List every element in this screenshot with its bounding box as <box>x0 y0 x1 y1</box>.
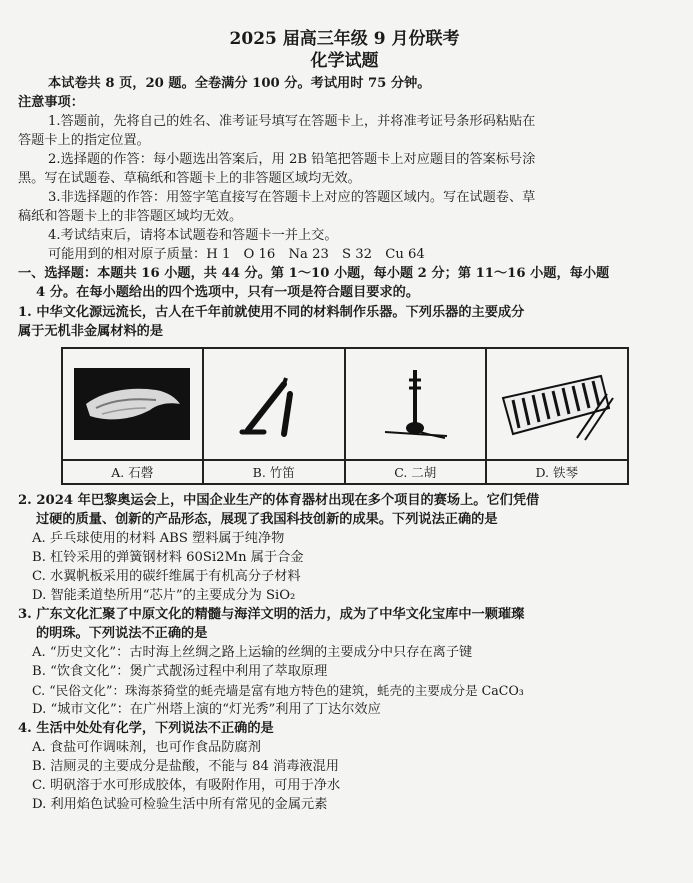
q2-option-d: D. 智能柔道垫所用“芯片”的主要成分为 SiO₂ <box>32 588 296 603</box>
option-a-image-cell <box>62 348 204 460</box>
q3-option-d: D. “城市文化”：在广州塔上演的“灯光秀”利用了丁达尔效应 <box>32 702 381 717</box>
note-3-line2: 稿纸和答题卡上的非答题区域均无效。 <box>18 209 243 224</box>
q3-option-a: A. “历史文化”：古时海上丝绸之路上运输的丝绸的主要成分中只存在离子键 <box>32 645 473 660</box>
q2-stem-line1: 2. 2024 年巴黎奥运会上，中国企业生产的体育器材出现在多个项目的赛场上。它们凭借 <box>18 493 540 508</box>
stone-chime-icon <box>72 364 192 444</box>
metallophone-icon <box>497 364 617 444</box>
q3-stem-line1: 3. 广东文化汇聚了中原文化的精髓与海洋文明的活力，成为了中华文化宝库中一颗璀璨 <box>18 607 525 622</box>
q1-stem-line2: 属于无机非金属材料的是 <box>18 324 164 339</box>
q4-option-a: A. 食盐可作调味剂，也可作食品防腐剂 <box>32 740 261 755</box>
option-c-label: C. 二胡 <box>345 460 487 484</box>
option-c-image-cell <box>345 348 487 460</box>
option-d-label: D. 铁琴 <box>486 460 628 484</box>
bamboo-flute-icon <box>214 364 334 444</box>
option-a-label: A. 石磬 <box>62 460 204 484</box>
note-1-line2: 答题卡上的指定位置。 <box>18 133 150 148</box>
note-4: 4.考试结束后，请将本试题卷和答题卡一并上交。 <box>48 228 338 243</box>
q1-stem-line1: 1. 中华文化源远流长，古人在千年前就使用不同的材料制作乐器。下列乐器的主要成分 <box>18 305 525 320</box>
q4-stem: 4. 生活中处处有化学，下列说法不正确的是 <box>18 721 274 736</box>
q2-option-c: C. 水翼帆板采用的碳纤维属于有机高分子材料 <box>32 569 301 584</box>
note-3-line1: 3.非选择题的作答：用签字笔直接写在答题卡上对应的答题区域内。写在试题卷、草 <box>48 190 536 205</box>
option-d-image-cell <box>486 348 628 460</box>
q2-option-a: A. 乒乓球使用的材料 ABS 塑料属于纯净物 <box>32 531 285 546</box>
exam-subject: 化学试题 <box>310 51 379 71</box>
q4-option-d: D. 利用焰色试验可检验生活中所有常见的金属元素 <box>32 797 328 812</box>
q2-stem-line2: 过硬的质量、创新的产品形态，展现了我国科技创新的成果。下列说法正确的是 <box>36 512 498 527</box>
option-b-label: B. 竹笛 <box>203 460 345 484</box>
erhu-icon <box>355 364 475 444</box>
q3-option-b: B. “饮食文化”：煲广式靓汤过程中利用了萃取原理 <box>32 664 328 679</box>
section1-line1: 一、选择题：本题共 16 小题，共 44 分。第 1～10 小题，每小题 2 分；第 11～16 小题，每小题 <box>18 266 610 281</box>
section1-line2: 4 分。在每小题给出的四个选项中，只有一项是符合题目要求的。 <box>36 285 420 300</box>
note-2-line2: 黑。写在试题卷、草稿纸和答题卡上的非答题区域均无效。 <box>18 171 361 186</box>
exam-intro: 本试卷共 8 页，20 题。全卷满分 100 分。考试用时 75 分钟。 <box>48 76 431 91</box>
option-b-image-cell <box>203 348 345 460</box>
q3-option-c: C. “民俗文化”：珠海茶猗堂的蚝壳墙是富有地方特色的建筑，蚝壳的主要成分是 CaCO₃ <box>32 683 524 698</box>
notes-heading: 注意事项： <box>18 95 84 110</box>
q4-option-b: B. 洁厕灵的主要成分是盐酸，不能与 84 消毒液混用 <box>32 759 339 774</box>
q2-option-b: B. 杠铃采用的弹簧钢材料 60Si2Mn 属于合金 <box>32 550 304 565</box>
q3-stem-line2: 的明珠。下列说法不正确的是 <box>36 626 208 641</box>
note-2-line1: 2.选择题的作答：每小题选出答案后，用 2B 铅笔把答题卡上对应题目的答案标号涂 <box>48 152 536 167</box>
exam-title: 2025 届高三年级 9 月份联考 <box>229 29 460 49</box>
q4-option-c: C. 明矾溶于水可形成胶体，有吸附作用，可用于净水 <box>32 778 341 793</box>
atomic-masses: 可能用到的相对原子质量：H 1 O 16 Na 23 S 32 Cu 64 <box>48 247 425 262</box>
note-1-line1: 1.答题前，先将自己的姓名、准考证号填写在答题卡上，并将准考证号条形码粘贴在 <box>48 114 536 129</box>
instrument-table <box>61 347 629 485</box>
